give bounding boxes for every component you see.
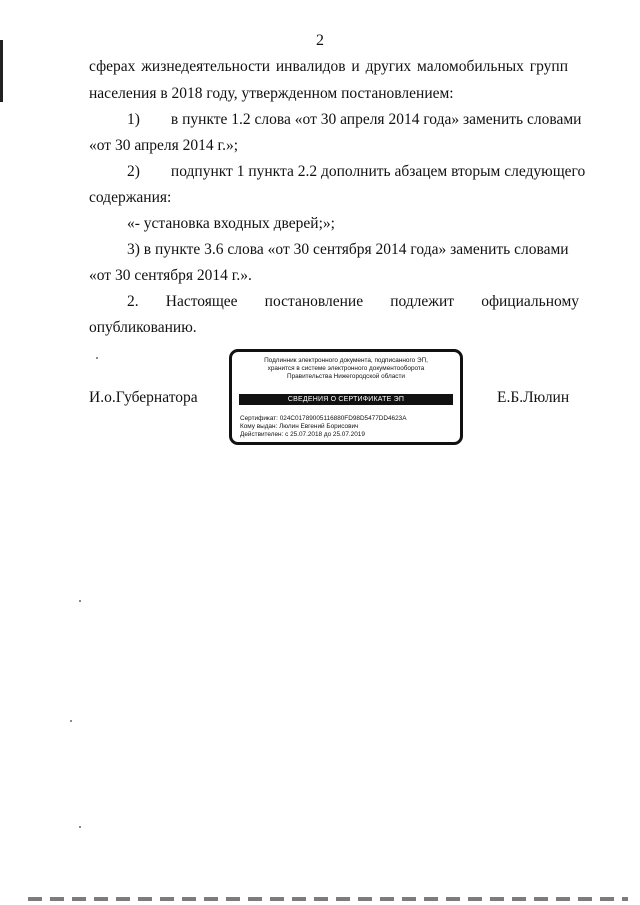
scan-bottom-artifact [28,897,628,901]
certificate-info-bar: СВЕДЕНИЯ О СЕРТИФИКАТЕ ЭП [239,394,453,405]
scan-speck [96,357,98,359]
certificate-label: Сертификат: [240,415,278,422]
stamp-header-line: Подлинник электронного документа, подписанного ЭП, [264,357,428,364]
paragraph-line: «от 30 сентября 2014 г.». [89,267,252,284]
certificate-value: 024C01789005116880FD98D5477DD4623A [279,415,407,422]
quoted-addition: «- установка входных дверей;»; [127,215,335,232]
list-item-1: 1) в пункте 1.2 слова «от 30 апреля 2014 года» заменить словами [127,111,582,128]
signatory-role: И.о.Губернатора [89,389,198,406]
paragraph-line: населения в 2018 году, утвержденном постановлением: [89,85,454,102]
list-item-2: 2) подпункт 1 пункта 2.2 дополнить абзацем вторым следующего [127,163,586,180]
paragraph-line: опубликованию. [89,319,197,336]
signatory-name: Е.Б.Люлин [497,389,570,406]
certificate-row [240,415,406,422]
stamp-header-line: хранится в системе электронного документооборота [267,365,425,372]
electronic-signature-stamp [229,349,463,445]
stamp-header-line: Правительства Нижегородской области [286,373,406,380]
validity-row [240,431,365,438]
issued-to-label: Кому выдан: [240,423,278,430]
paragraph-line: сферах жизнедеятельности инвалидов и других маломобильных групп [89,58,568,75]
issued-to-row [240,423,358,430]
clause-2: 2. Настоящее постановление подлежит официальному [127,293,580,310]
issued-to-value: Люлин Евгений Борисович [279,423,359,430]
paragraph-line: «от 30 апреля 2014 г.»; [89,137,239,154]
scan-speck [79,600,81,602]
page-number: 2 [316,32,324,49]
paragraph-line: содержания: [89,189,172,206]
validity-value: с 25.07.2018 до 25.07.2019 [285,431,365,438]
stamp-header [238,357,454,381]
list-item-3: 3) в пункте 3.6 слова «от 30 сентября 2014 года» заменить словами [127,241,569,258]
scan-speck [70,720,72,722]
scan-speck [79,826,81,828]
validity-label: Действителен: [240,431,284,438]
